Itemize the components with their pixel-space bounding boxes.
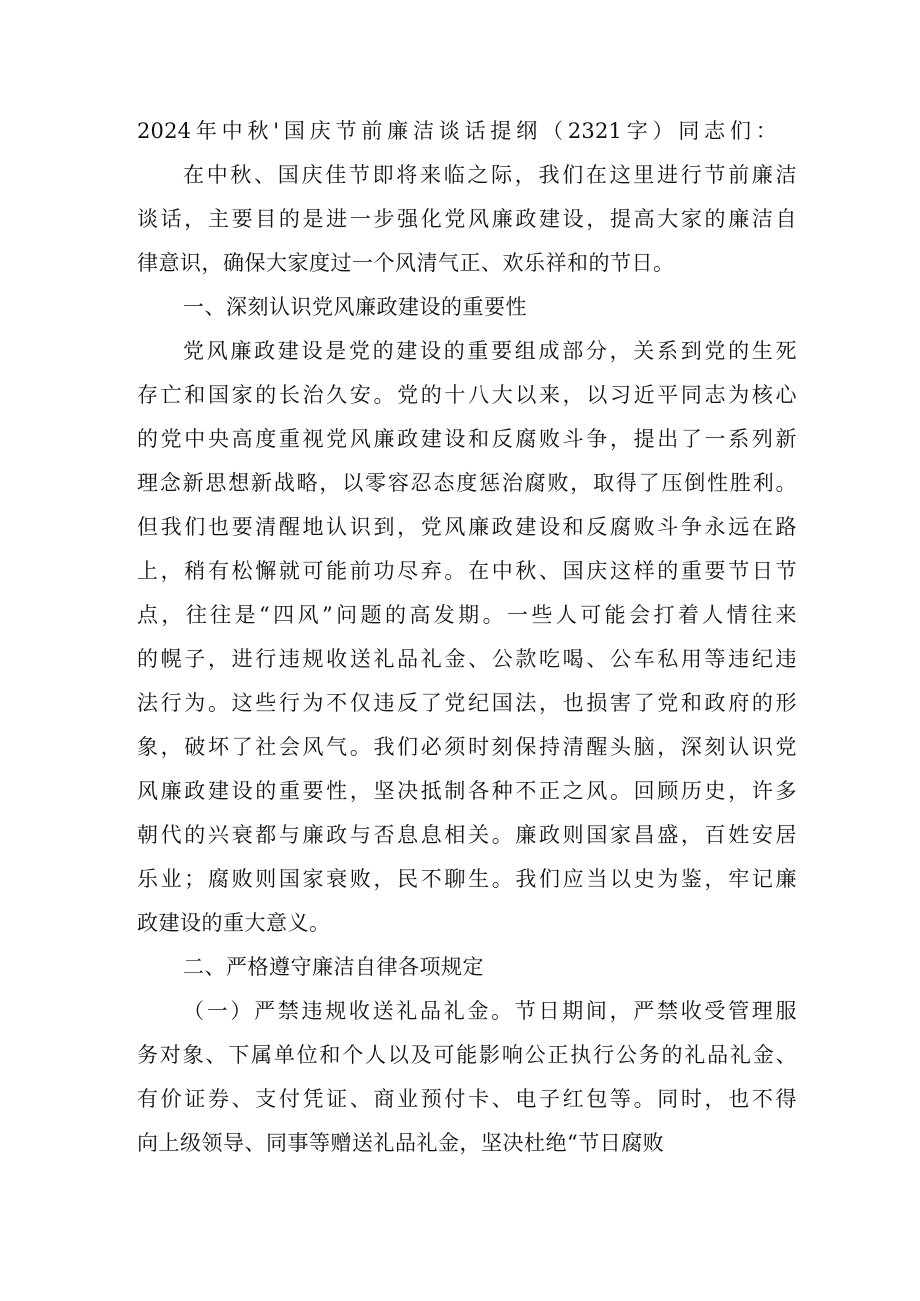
section-1-line: 理念新思想新战略，以零容忍态度惩治腐败，取得了压倒性胜利。 xyxy=(137,471,797,495)
section-1-line: 党风廉政建设是党的建设的重要组成部分，关系到党的生死 xyxy=(183,339,797,363)
section-1-line: 乐业；腐败则国家衰败，民不聊生。我们应当以史为鉴，牢记廉 xyxy=(137,867,797,891)
intro-line: 在中秋、国庆佳节即将来临之际，我们在这里进行节前廉洁 xyxy=(183,163,797,187)
section-1-line: 存亡和国家的长治久安。党的十八大以来，以习近平同志为核心 xyxy=(137,383,797,407)
section-1-line: 朝代的兴衰都与廉政与否息息相关。廉政则国家昌盛，百姓安居 xyxy=(137,823,797,847)
intro-line: 谈话，主要目的是进一步强化党风廉政建设，提高大家的廉洁自 xyxy=(137,207,797,231)
section-1-line: 点，往往是“四风”问题的高发期。一些人可能会打着人情往来 xyxy=(137,603,797,627)
section-1-line: 风廉政建设的重要性，坚决抵制各种不正之风。回顾历史，许多 xyxy=(137,779,797,803)
section-2-line: 有价证券、支付凭证、商业预付卡、电子红包等。同时，也不得 xyxy=(137,1087,797,1111)
section-2-line: 务对象、下属单位和个人以及可能影响公正执行公务的礼品礼金、 xyxy=(137,1043,797,1067)
section-1-line: 的幌子，进行违规收送礼品礼金、公款吃喝、公车私用等违纪违 xyxy=(137,647,797,671)
section-2-line: （一）严禁违规收送礼品礼金。节日期间，严禁收受管理服 xyxy=(183,999,797,1023)
section-2-heading: 二、严格遵守廉洁自律各项规定 xyxy=(183,955,484,979)
section-1-heading: 一、深刻认识党风廉政建设的重要性 xyxy=(183,295,527,319)
section-1-line: 上，稍有松懈就可能前功尽弃。在中秋、国庆这样的重要节日节 xyxy=(137,559,797,583)
section-1-line: 但我们也要清醒地认识到，党风廉政建设和反腐败斗争永远在路 xyxy=(137,515,797,539)
intro-line: 律意识，确保大家度过一个风清气正、欢乐祥和的节日。 xyxy=(137,251,675,275)
section-2-line: 向上级领导、同事等赠送礼品礼金，坚决杜绝“节日腐败 xyxy=(137,1131,665,1155)
section-1-line: 政建设的重大意义。 xyxy=(137,911,331,935)
section-1-line: 象，破坏了社会风气。我们必须时刻保持清醒头脑，深刻认识党 xyxy=(137,735,797,759)
document-title: 2024年中秋'国庆节前廉洁谈话提纲（2321字）同志们： xyxy=(137,119,777,143)
section-1-line: 法行为。这些行为不仅违反了党纪国法，也损害了党和政府的形 xyxy=(137,691,797,715)
section-1-line: 的党中央高度重视党风廉政建设和反腐败斗争，提出了一系列新 xyxy=(137,427,797,451)
